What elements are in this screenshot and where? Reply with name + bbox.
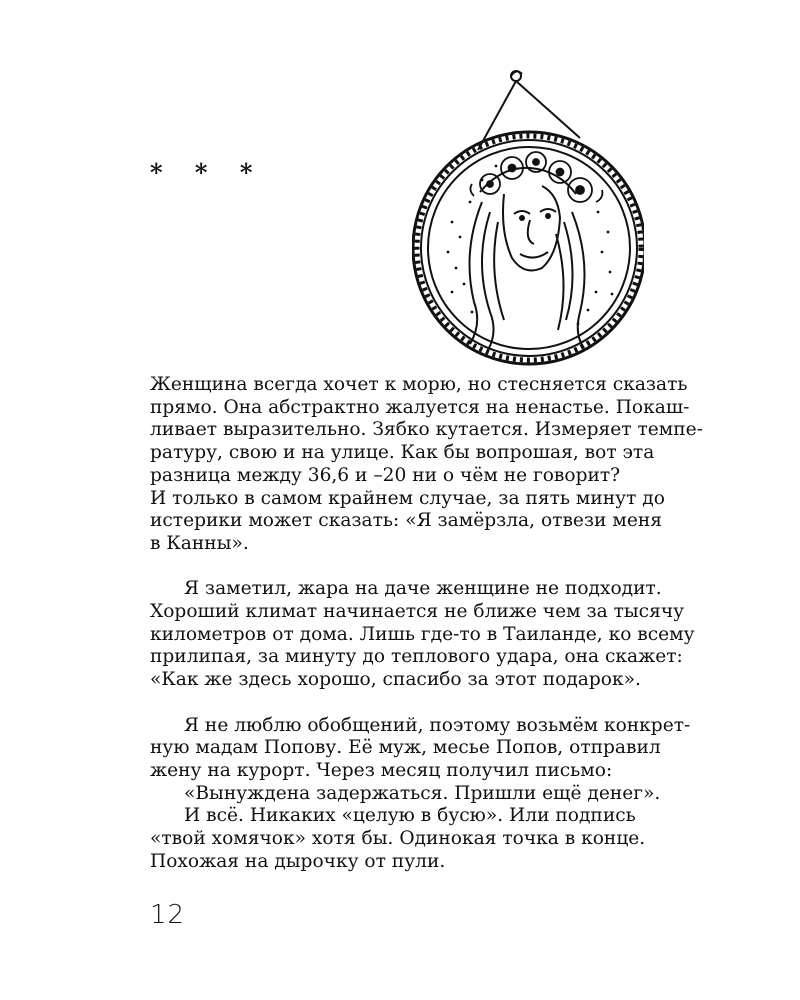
- page-number: 12: [150, 900, 186, 930]
- paragraph-1: [150, 374, 710, 556]
- text-line: И всё. Никаких «целую в бусю». Или подпись: [184, 805, 636, 827]
- text-line: ную мадам Попову. Её муж, месье Попов, отправил: [150, 737, 661, 759]
- letter-quote: [150, 783, 710, 806]
- woman-portrait-illustration: [412, 62, 644, 372]
- text-line: жену на курорт. Через месяц получил письмо:: [150, 759, 613, 781]
- text-line: «твой хомячок» хотя бы. Одинокая точка в конце.: [150, 828, 646, 850]
- text-line: Женщина всегда хочет к морю, но стесняется сказать: [150, 374, 688, 395]
- text-line: Хороший климат начинается не ближе чем за тысячу: [150, 601, 685, 623]
- text-line: километров от дома. Лишь где-то в Таиланде, ко всему: [150, 623, 695, 645]
- body-text: [150, 374, 710, 873]
- text-line: Похожая на дырочку от пули.: [150, 850, 446, 872]
- text-line: И только в самом крайнем случае, за пять минут до: [150, 487, 665, 509]
- text-line: ливает выразительно. Зябко кутается. Измеряет темпе-: [150, 419, 703, 441]
- text-line: «Вынуждена задержаться. Пришли ещё денег».: [184, 782, 661, 804]
- text-line: в Канны».: [150, 532, 249, 554]
- text-line: «Как же здесь хорошо, спасибо за этот подарок».: [150, 669, 641, 691]
- text-line: разница между 36,6 и –20 ни о чём не говорит?: [150, 464, 621, 486]
- text-line: прямо. Она абстрактно жалуется на ненастье. Покаш-: [150, 396, 690, 418]
- text-line: ратуру, свою и на улице. Как бы вопрошая, вот эта: [150, 442, 655, 464]
- paragraph-3: [150, 715, 710, 783]
- text-line: Я заметил, жара на даче женщине не подходит.: [184, 578, 662, 600]
- text-line: прилипая, за минуту до теплового удара, она скажет:: [150, 646, 683, 668]
- paragraph-4: [150, 805, 710, 873]
- text-line: Я не люблю обобщений, поэтому возьмём конкрет-: [184, 714, 691, 736]
- paragraph-2: [150, 578, 710, 692]
- section-separator: * * *: [150, 158, 265, 187]
- text-line: истерики может сказать: «Я замёрзла, отвези меня: [150, 510, 662, 532]
